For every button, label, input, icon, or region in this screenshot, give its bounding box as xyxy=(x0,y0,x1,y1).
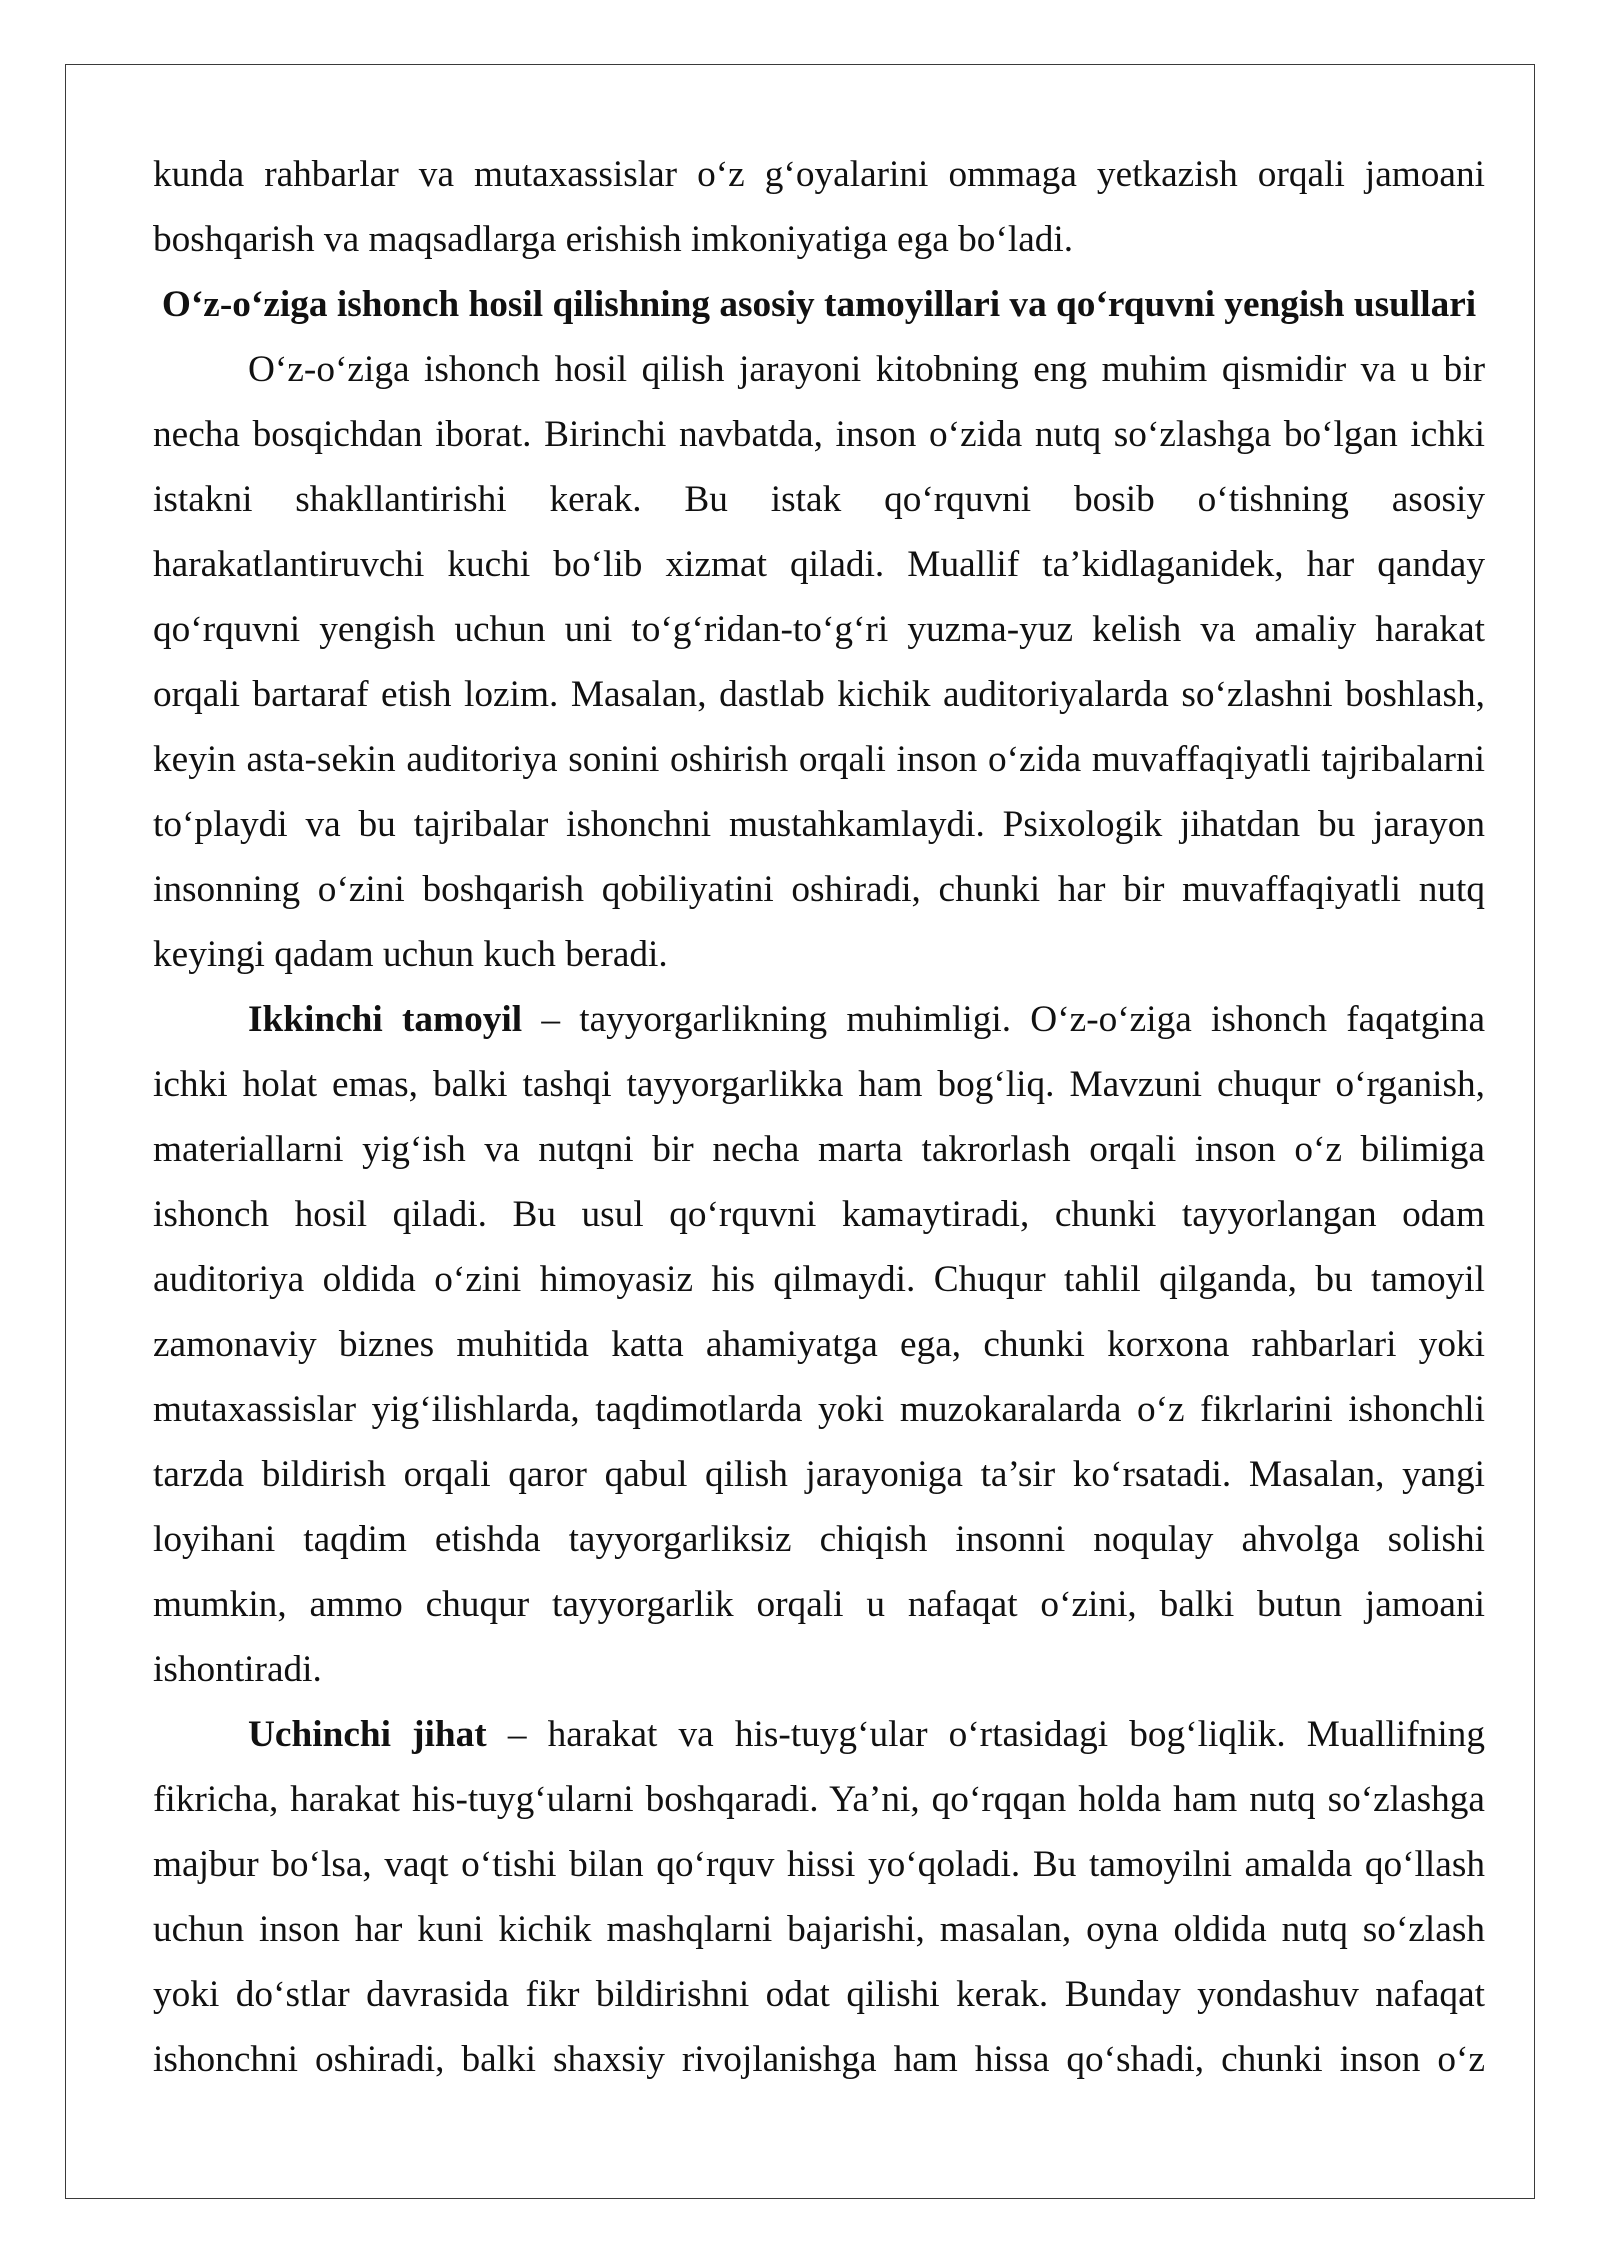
text-line: to‘playdi va bu tajribalar ishonchni mustahkamlaydi. Psixologik jihatdan bu jarayon xyxy=(153,804,1485,845)
text-line: keyingi qadam uchun kuch beradi. xyxy=(153,934,668,975)
text-line: kunda rahbarlar va mutaxassislar o‘z g‘oyalarini ommaga yetkazish orqali jamoani xyxy=(153,154,1485,195)
text-line: qo‘rquvni yengish uchun uni to‘g‘ridan-to‘g‘ri yuzma-yuz kelish va amaliy harakat xyxy=(153,609,1485,650)
text-line: tarzda bildirish orqali qaror qabul qilish jarayoniga ta’sir ko‘rsatadi. Masalan, yangi xyxy=(153,1454,1485,1495)
text-run: – harakat va his-tuyg‘ular o‘rtasidagi bog‘liqlik. Muallifning xyxy=(486,1714,1485,1755)
text-run: – tayyorgarlikning muhimligi. O‘z-o‘ziga ishonch faqatgina xyxy=(522,999,1485,1040)
text-line: loyihani taqdim etishda tayyorgarliksiz chiqish insonni noqulay ahvolga solishi xyxy=(153,1519,1485,1560)
text-line: orqali bartaraf etish lozim. Masalan, dastlab kichik auditoriyalarda so‘zlashni boshlash, xyxy=(153,674,1485,715)
text-line: harakatlantiruvchi kuchi bo‘lib xizmat qiladi. Muallif ta’kidlaganidek, har qanday xyxy=(153,544,1485,585)
text-line: uchun inson har kuni kichik mashqlarni bajarishi, masalan, oyna oldida nutq so‘zlash xyxy=(153,1909,1485,1950)
text-line: mutaxassislar yig‘ilishlarda, taqdimotlarda yoki muzokaralarda o‘z fikrlarini ishonchli xyxy=(153,1389,1485,1430)
text-line: fikricha, harakat his-tuyg‘ularni boshqaradi. Ya’ni, qo‘rqqan holda ham nutq so‘zlashga xyxy=(153,1779,1485,1820)
text-line: ishonchni oshiradi, balki shaxsiy rivojlanishga ham hissa qo‘shadi, chunki inson o‘z xyxy=(153,2039,1485,2080)
text-line: O‘z-o‘ziga ishonch hosil qilish jarayoni kitobning eng muhim qismidir va u bir xyxy=(248,349,1485,390)
text-line: ishontiradi. xyxy=(153,1649,322,1690)
text-line: istakni shakllantirishi kerak. Bu istak qo‘rquvni bosib o‘tishning asosiy xyxy=(153,479,1485,520)
text-line: zamonaviy biznes muhitida katta ahamiyatga ega, chunki korxona rahbarlari yoki xyxy=(153,1324,1485,1365)
text-line: majbur bo‘lsa, vaqt o‘tishi bilan qo‘rquv hissi yo‘qoladi. Bu tamoyilni amalda qo‘llash xyxy=(153,1844,1485,1885)
text-line: insonning o‘zini boshqarish qobiliyatini oshiradi, chunki har bir muvaffaqiyatli nutq xyxy=(153,869,1485,910)
text-line: boshqarish va maqsadlarga erishish imkoniyatiga ega bo‘ladi. xyxy=(153,219,1074,260)
section-heading: O‘z-o‘ziga ishonch hosil qilishning asosiy tamoyillari va qo‘rquvni yengish usullari xyxy=(161,284,1477,325)
text-line: auditoriya oldida o‘zini himoyasiz his qilmaydi. Chuqur tahlil qilganda, bu tamoyil xyxy=(153,1259,1485,1300)
text-line xyxy=(153,987,1485,1052)
text-line: keyin asta-sekin auditoriya sonini oshirish orqali inson o‘zida muvaffaqiyatli tajribalarni xyxy=(153,739,1485,780)
page-body xyxy=(153,142,1485,2092)
paragraph-lead: Uchinchi jihat xyxy=(248,1714,487,1755)
text-line: yoki do‘stlar davrasida fikr bildirishni odat qilishi kerak. Bunday yondashuv nafaqat xyxy=(153,1974,1485,2015)
text-line: ishonch hosil qiladi. Bu usul qo‘rquvni kamaytiradi, chunki tayyorlangan odam xyxy=(153,1194,1485,1235)
text-line: mumkin, ammo chuqur tayyorgarlik orqali u nafaqat o‘zini, balki butun jamoani xyxy=(153,1584,1485,1625)
paragraph-lead: Ikkinchi tamoyil xyxy=(248,999,523,1040)
text-line: necha bosqichdan iborat. Birinchi navbatda, inson o‘zida nutq so‘zlashga bo‘lgan ichki xyxy=(153,414,1485,455)
text-line: materiallarni yig‘ish va nutqni bir necha marta takrorlash orqali inson o‘z bilimiga xyxy=(153,1129,1485,1170)
text-line xyxy=(153,1702,1485,1767)
text-line: ichki holat emas, balki tashqi tayyorgarlikka ham bog‘liq. Mavzuni chuqur o‘rganish, xyxy=(153,1064,1485,1105)
